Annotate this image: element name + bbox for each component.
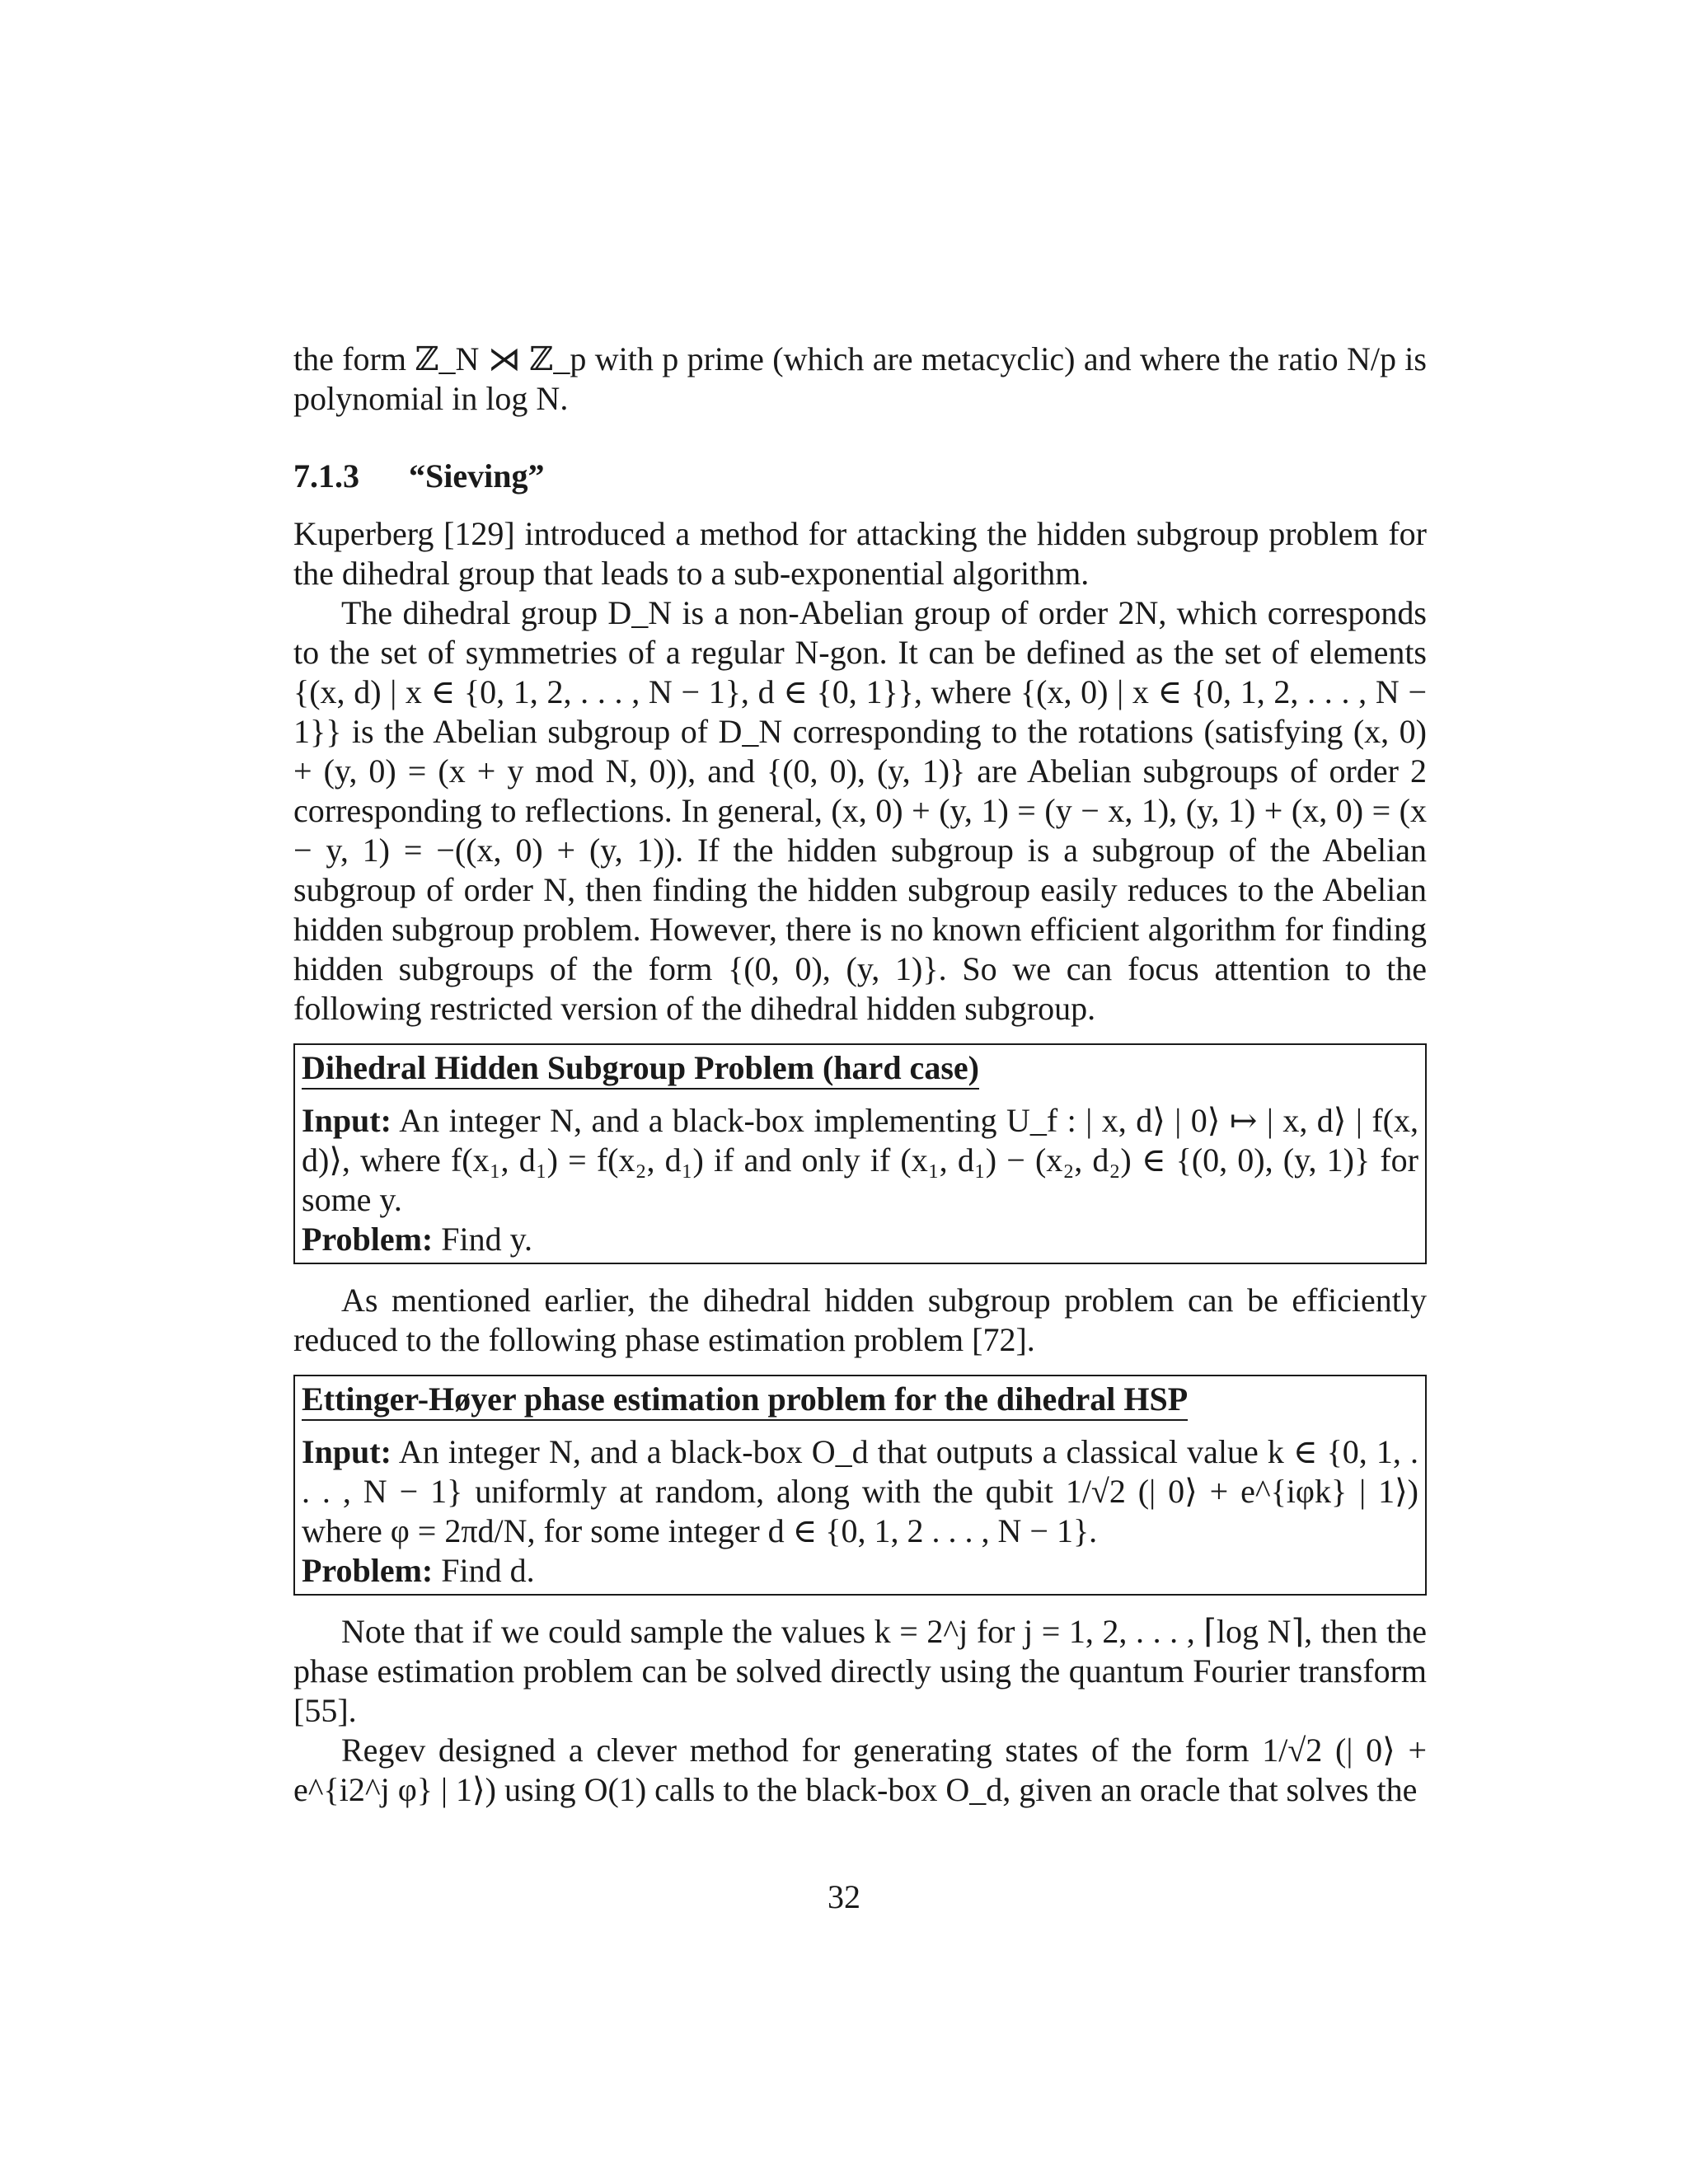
paragraph-intro: the form ℤ_N ⋊ ℤ_p with p prime (which are metacyclic) and where the ratio N/p is polynomial in log N.	[293, 340, 1427, 417]
problem-box-title: Ettinger-Høyer phase estimation problem for the dihedral HSP	[302, 1380, 1188, 1421]
problem-text: Find d.	[441, 1552, 535, 1589]
paragraph-reduction: As mentioned earlier, the dihedral hidden subgroup problem can be efficiently reduced to the following phase estimation problem [72].	[293, 1282, 1427, 1358]
input-text: An integer N, and a black-box O_d that outputs a classical value k ∈ {0, 1, . . . , N − 1} uniformly at random, along with the qubit 1/√2 (| 0⟩ + e^{iφk} | 1⟩) where φ = 2πd/N, for some integer d ∈ {0, 1, 2 . . . , N − 1}.	[302, 1433, 1418, 1549]
input-label: Input:	[302, 1102, 392, 1139]
problem-label: Problem:	[302, 1221, 434, 1258]
paper-page	[293, 340, 1427, 1810]
problem-box-input	[302, 1432, 1418, 1551]
problem-box-title: Dihedral Hidden Subgroup Problem (hard case)	[302, 1048, 979, 1090]
problem-box-problem	[302, 1551, 1418, 1591]
input-label: Input:	[302, 1433, 392, 1470]
input-text: An integer N, and a black-box implementing U_f : | x, d⟩ | 0⟩ ↦ | x, d⟩ | f(x, d)⟩, where f(x₁, d₁) = f(x₂, d₁) if and only if (x₁, d₁) − (x₂, d₂) ∈ {(0, 0), (y, 1)} for some y.	[302, 1102, 1418, 1218]
page-number: 32	[828, 1878, 860, 1915]
problem-box-dihedral-hsp	[293, 1043, 1427, 1264]
problem-label: Problem:	[302, 1552, 434, 1589]
paragraph-kuperberg: Kuperberg [129] introduced a method for attacking the hidden subgroup problem for the dihedral group that leads to a sub-exponential algorithm.	[293, 515, 1427, 592]
section-heading	[293, 457, 1427, 496]
section-number: 7.1.3	[293, 457, 359, 494]
paragraph-sampling: Note that if we could sample the values k = 2^j for j = 1, 2, . . . , ⌈log N⌉, then the phase estimation problem can be solved directly using the quantum Fourier transform [55].	[293, 1613, 1427, 1729]
problem-box-ettinger-hoyer	[293, 1375, 1427, 1596]
problem-box-input	[302, 1101, 1418, 1220]
paragraph-dihedral-group: The dihedral group D_N is a non-Abelian group of order 2N, which corresponds to the set of symmetries of a regular N-gon. It can be defined as the set of elements {(x, d) | x ∈ {0, 1, 2, . . . , N − 1}, d ∈ {0, 1}}, where {(x, 0) | x ∈ {0, 1, 2, . . . , N − 1}} is the Abelian subgroup of D_N corresponding to the rotations (satisfying (x, 0) + (y, 0) = (x + y mod N, 0)), and {(0, 0), (y, 1)} are Abelian subgroups of order 2 corresponding to reflections. In general, (x, 0) + (y, 1) = (y − x, 1), (y, 1) + (x, 0) = (x − y, 1) = −((x, 0) + (y, 1)). If the hidden subgroup is a subgroup of the Abelian subgroup of order N, then finding the hidden subgroup easily reduces to the Abelian hidden subgroup problem. However, there is no known efficient algorithm for finding hidden subgroups of the form {(0, 0), (y, 1)}. So we can focus attention to the following restricted version of the dihedral hidden subgroup.	[293, 594, 1427, 1027]
problem-box-problem	[302, 1220, 1418, 1259]
problem-text: Find y.	[441, 1221, 532, 1258]
section-title: “Sieving”	[409, 457, 545, 494]
paragraph-regev: Regev designed a clever method for generating states of the form 1/√2 (| 0⟩ + e^{i2^j φ} | 1⟩) using O(1) calls to the black-box O_d, given an oracle that solves the	[293, 1732, 1427, 1808]
